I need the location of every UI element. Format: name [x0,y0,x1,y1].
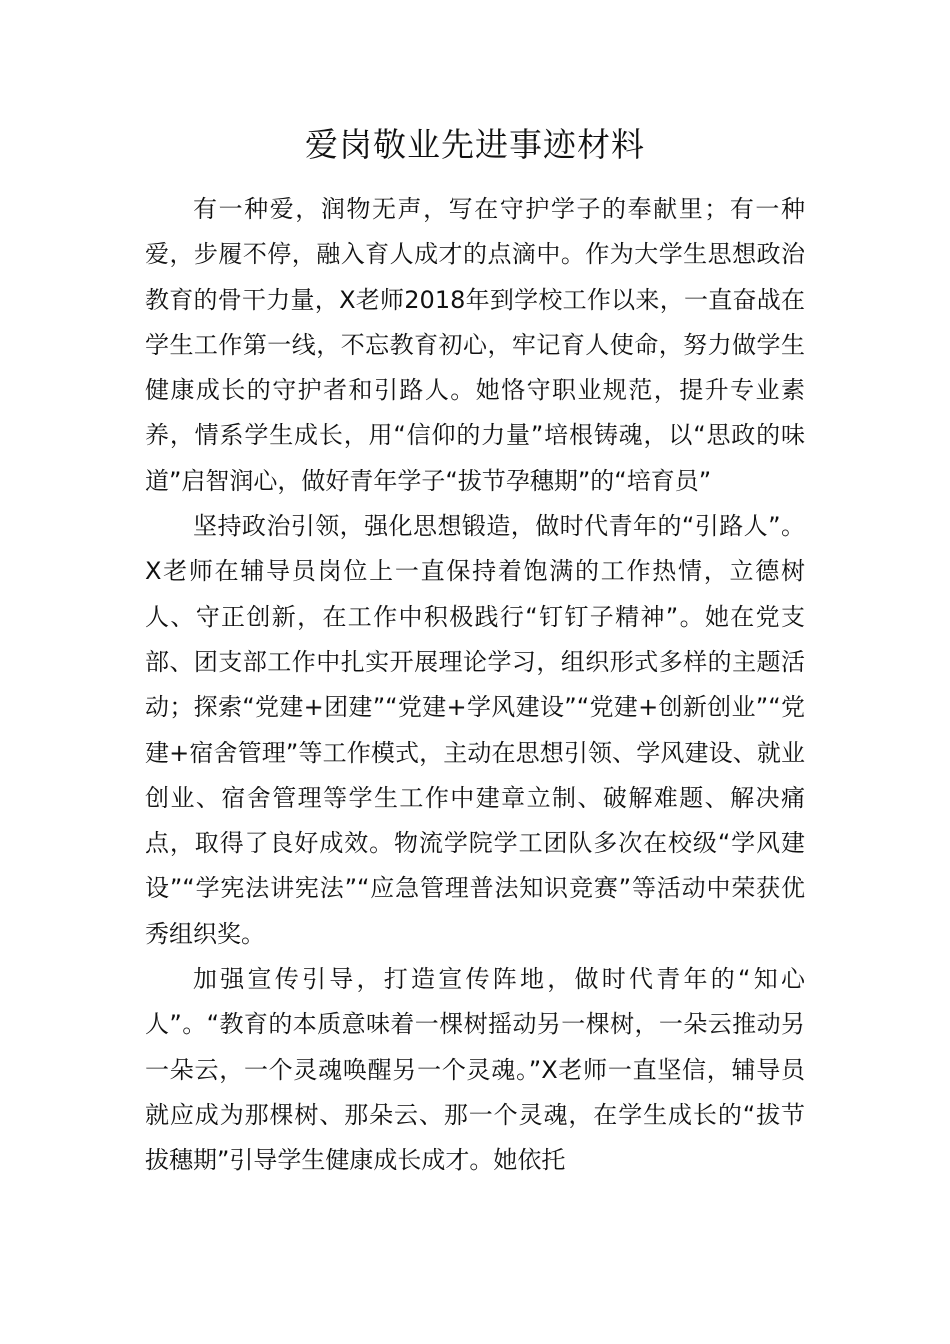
paragraph-1: 有一种爱，润物无声，写在守护学子的奉献里；有一种爱，步履不停，融入育人成才的点滴中。作为大学生思想政治教育的骨干力量，X老师2018年到学校工作以来，一直奋战在学生工作第一线，不忘教育初心，牢记育人使命，努力做学生健康成长的守护者和引路人。她恪守职业规范，提升专业素养，情系学生成长，用“信仰的力量”培根铸魂，以“思政的味道”启智润心，做好青年学子“拔节孕穗期”的“培育员” [145,195,805,495]
document-title: 爱岗敬业先进事迹材料 [305,125,645,164]
paragraph-3: 加强宣传引导，打造宣传阵地，做时代青年的“知心人”。“教育的本质意味着一棵树摇动另一棵树，一朵云推动另一朵云，一个灵魂唤醒另一个灵魂。”X老师一直坚信，辅导员就应成为那棵树、那朵云、那一个灵魂，在学生成长的“拔节拔穗期”引导学生健康成长成才。她依托 [145,965,805,1175]
paragraph-2: 坚持政治引领，强化思想锻造，做时代青年的“引路人”。X老师在辅导员岗位上一直保持着饱满的工作热情，立德树人、守正创新，在工作中积极践行“钉钉子精神”。她在党支部、团支部工作中扎实开展理论学习，组织形式多样的主题活动；探索“党建+团建”“党建+学风建设”“党建+创新创业”“党建+宿舍管理”等工作模式，主动在思想引领、学风建设、就业创业、宿舍管理等学生工作中建章立制、破解难题、解决痛点，取得了良好成效。物流学院学工团队多次在校级“学风建设”“学宪法讲宪法”“应急管理普法知识竞赛”等活动中荣获优秀组织奖。 [145,512,805,948]
document-body [145,187,805,1184]
